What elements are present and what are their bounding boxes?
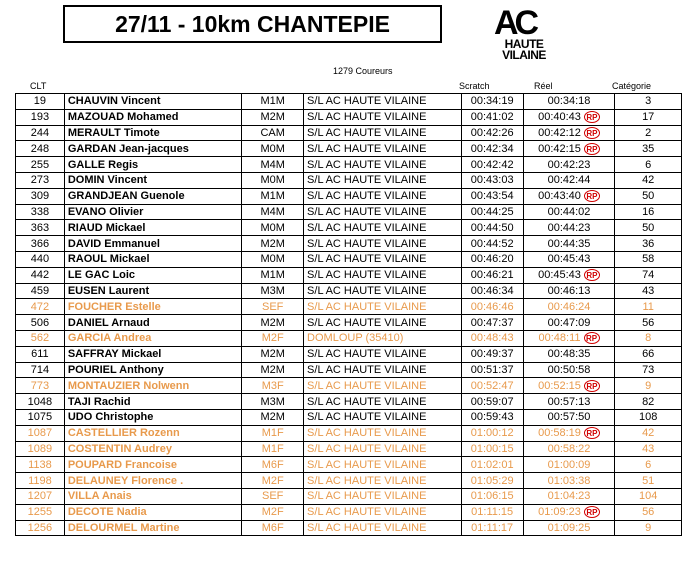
cell-scratch: 00:44:52 (461, 236, 523, 252)
cell-rank: 42 (615, 172, 682, 188)
cell-scratch: 01:11:17 (461, 520, 523, 536)
cell-club: S/L AC HAUTE VILAINE (304, 172, 462, 188)
cell-name: EVANO Olivier (64, 204, 242, 220)
club-logo (490, 6, 560, 62)
cell-reel: 00:44:35 (523, 236, 615, 252)
cell-clt: 244 (16, 125, 65, 141)
cell-reel: 00:43:40 RP (523, 188, 615, 204)
cell-reel: 01:09:25 (523, 520, 615, 536)
cell-reel: 00:50:58 (523, 362, 615, 378)
cell-name: GRANDJEAN Guenole (64, 188, 242, 204)
table-row (16, 425, 682, 441)
cell-reel: 00:46:13 (523, 283, 615, 299)
table-row (16, 188, 682, 204)
cell-name: TAJI Rachid (64, 394, 242, 410)
cell-scratch: 00:34:19 (461, 94, 523, 110)
cell-cat: M2M (242, 109, 304, 125)
rp-badge-icon: RP (584, 190, 600, 202)
cell-scratch: 01:00:12 (461, 425, 523, 441)
cell-clt: 19 (16, 94, 65, 110)
cell-name: DELAUNEY Florence . (64, 473, 242, 489)
cell-cat: M6F (242, 457, 304, 473)
cell-rank: 56 (615, 504, 682, 520)
cell-cat: M1M (242, 188, 304, 204)
cell-clt: 1256 (16, 520, 65, 536)
cell-cat: M2F (242, 330, 304, 346)
cell-reel: 00:44:23 (523, 220, 615, 236)
table-row (16, 362, 682, 378)
cell-cat: M1F (242, 441, 304, 457)
cell-cat: M0M (242, 172, 304, 188)
cell-club: S/L AC HAUTE VILAINE (304, 236, 462, 252)
cell-name: POUPARD Francoise (64, 457, 242, 473)
cell-cat: M2M (242, 362, 304, 378)
runner-count: 1279 Coureurs (333, 66, 393, 76)
cell-clt: 611 (16, 346, 65, 362)
cell-club: S/L AC HAUTE VILAINE (304, 220, 462, 236)
cell-clt: 248 (16, 141, 65, 157)
cell-cat: CAM (242, 125, 304, 141)
cell-name: MERAULT Timote (64, 125, 242, 141)
cell-scratch: 00:46:34 (461, 283, 523, 299)
cell-rank: 108 (615, 409, 682, 425)
header-reel: Réel (534, 81, 553, 91)
table-row (16, 283, 682, 299)
cell-club: S/L AC HAUTE VILAINE (304, 251, 462, 267)
table-row (16, 157, 682, 173)
rp-badge-icon: RP (584, 143, 600, 155)
cell-rank: 6 (615, 157, 682, 173)
cell-rank: 104 (615, 488, 682, 504)
cell-reel: 00:42:23 (523, 157, 615, 173)
cell-scratch: 01:06:15 (461, 488, 523, 504)
cell-cat: M0M (242, 220, 304, 236)
table-row (16, 504, 682, 520)
cell-clt: 1198 (16, 473, 65, 489)
cell-clt: 442 (16, 267, 65, 283)
cell-clt: 366 (16, 236, 65, 252)
rp-badge-icon: RP (584, 427, 600, 439)
header-categorie: Catégorie (612, 81, 652, 91)
cell-clt: 472 (16, 299, 65, 315)
cell-club: S/L AC HAUTE VILAINE (304, 346, 462, 362)
cell-reel: 00:52:15 RP (523, 378, 615, 394)
rp-badge-icon: RP (584, 506, 600, 518)
cell-cat: M6F (242, 520, 304, 536)
cell-rank: 50 (615, 220, 682, 236)
table-row (16, 109, 682, 125)
cell-reel: 00:48:35 (523, 346, 615, 362)
cell-name: EUSEN Laurent (64, 283, 242, 299)
cell-scratch: 01:00:15 (461, 441, 523, 457)
table-row (16, 236, 682, 252)
rp-badge-icon: RP (584, 380, 600, 392)
table-row (16, 378, 682, 394)
cell-reel: 01:03:38 (523, 473, 615, 489)
cell-clt: 363 (16, 220, 65, 236)
cell-club: S/L AC HAUTE VILAINE (304, 157, 462, 173)
cell-reel: 00:57:50 (523, 409, 615, 425)
cell-scratch: 00:48:43 (461, 330, 523, 346)
cell-rank: 17 (615, 109, 682, 125)
cell-reel: 00:46:24 (523, 299, 615, 315)
cell-name: DOMIN Vincent (64, 172, 242, 188)
cell-club: S/L AC HAUTE VILAINE (304, 204, 462, 220)
cell-cat: M1M (242, 94, 304, 110)
cell-rank: 42 (615, 425, 682, 441)
cell-club: S/L AC HAUTE VILAINE (304, 109, 462, 125)
cell-clt: 562 (16, 330, 65, 346)
cell-name: FOUCHER Estelle (64, 299, 242, 315)
cell-club: S/L AC HAUTE VILAINE (304, 125, 462, 141)
cell-rank: 16 (615, 204, 682, 220)
cell-rank: 11 (615, 299, 682, 315)
cell-rank: 2 (615, 125, 682, 141)
cell-cat: M0M (242, 251, 304, 267)
table-row (16, 330, 682, 346)
cell-rank: 51 (615, 473, 682, 489)
cell-clt: 440 (16, 251, 65, 267)
cell-clt: 338 (16, 204, 65, 220)
cell-club: S/L AC HAUTE VILAINE (304, 188, 462, 204)
cell-cat: M2F (242, 473, 304, 489)
cell-rank: 50 (615, 188, 682, 204)
cell-club: S/L AC HAUTE VILAINE (304, 504, 462, 520)
cell-cat: M4M (242, 157, 304, 173)
rp-badge-icon: RP (584, 269, 600, 281)
cell-club: S/L AC HAUTE VILAINE (304, 473, 462, 489)
cell-club: S/L AC HAUTE VILAINE (304, 267, 462, 283)
cell-scratch: 00:47:37 (461, 315, 523, 331)
cell-scratch: 00:43:54 (461, 188, 523, 204)
cell-scratch: 00:42:26 (461, 125, 523, 141)
cell-club: DOMLOUP (35410) (304, 330, 462, 346)
cell-cat: M1M (242, 267, 304, 283)
cell-scratch: 00:43:03 (461, 172, 523, 188)
cell-rank: 66 (615, 346, 682, 362)
table-row (16, 94, 682, 110)
cell-rank: 9 (615, 378, 682, 394)
page-title: 27/11 - 10km CHANTEPIE (63, 5, 442, 43)
cell-name: COSTENTIN Audrey (64, 441, 242, 457)
cell-clt: 1207 (16, 488, 65, 504)
cell-scratch: 00:46:46 (461, 299, 523, 315)
cell-reel: 00:48:11 RP (523, 330, 615, 346)
cell-name: DECOTE Nadia (64, 504, 242, 520)
table-row (16, 394, 682, 410)
cell-rank: 3 (615, 94, 682, 110)
cell-rank: 8 (615, 330, 682, 346)
cell-club: S/L AC HAUTE VILAINE (304, 488, 462, 504)
cell-clt: 1138 (16, 457, 65, 473)
cell-reel: 00:40:43 RP (523, 109, 615, 125)
cell-reel: 01:09:23 RP (523, 504, 615, 520)
cell-name: DELOURMEL Martine (64, 520, 242, 536)
cell-rank: 35 (615, 141, 682, 157)
cell-cat: M4M (242, 204, 304, 220)
cell-clt: 309 (16, 188, 65, 204)
cell-name: MAZOUAD Mohamed (64, 109, 242, 125)
cell-name: SAFFRAY Mickael (64, 346, 242, 362)
cell-clt: 255 (16, 157, 65, 173)
cell-club: S/L AC HAUTE VILAINE (304, 441, 462, 457)
cell-club: S/L AC HAUTE VILAINE (304, 362, 462, 378)
cell-club: S/L AC HAUTE VILAINE (304, 299, 462, 315)
cell-cat: M2M (242, 315, 304, 331)
logo-line-2: VILAINE (502, 48, 546, 62)
cell-club: S/L AC HAUTE VILAINE (304, 425, 462, 441)
cell-rank: 9 (615, 520, 682, 536)
cell-name: DAVID Emmanuel (64, 236, 242, 252)
cell-scratch: 00:59:43 (461, 409, 523, 425)
rp-badge-icon: RP (584, 127, 600, 139)
results-table (15, 93, 682, 536)
cell-reel: 01:00:09 (523, 457, 615, 473)
header-scratch: Scratch (459, 81, 490, 91)
cell-scratch: 01:11:15 (461, 504, 523, 520)
cell-scratch: 00:46:21 (461, 267, 523, 283)
cell-cat: M3M (242, 283, 304, 299)
cell-name: GARDAN Jean-jacques (64, 141, 242, 157)
cell-cat: SEF (242, 488, 304, 504)
cell-name: GARCIA Andrea (64, 330, 242, 346)
cell-club: S/L AC HAUTE VILAINE (304, 457, 462, 473)
cell-reel: 00:42:15 RP (523, 141, 615, 157)
cell-rank: 43 (615, 441, 682, 457)
cell-name: LE GAC Loic (64, 267, 242, 283)
cell-clt: 273 (16, 172, 65, 188)
table-row (16, 315, 682, 331)
cell-club: S/L AC HAUTE VILAINE (304, 283, 462, 299)
cell-name: POURIEL Anthony (64, 362, 242, 378)
cell-reel: 00:42:12 RP (523, 125, 615, 141)
table-row (16, 457, 682, 473)
cell-clt: 714 (16, 362, 65, 378)
cell-reel: 00:44:02 (523, 204, 615, 220)
cell-clt: 773 (16, 378, 65, 394)
cell-club: S/L AC HAUTE VILAINE (304, 520, 462, 536)
cell-club: S/L AC HAUTE VILAINE (304, 378, 462, 394)
logo-line-1: HAUTE (504, 37, 544, 51)
table-row (16, 473, 682, 489)
table-row (16, 409, 682, 425)
cell-scratch: 00:49:37 (461, 346, 523, 362)
cell-clt: 506 (16, 315, 65, 331)
cell-cat: M2M (242, 236, 304, 252)
table-row (16, 125, 682, 141)
cell-reel: 00:42:44 (523, 172, 615, 188)
cell-name: RIAUD Mickael (64, 220, 242, 236)
cell-clt: 1255 (16, 504, 65, 520)
cell-club: S/L AC HAUTE VILAINE (304, 315, 462, 331)
cell-name: GALLE Regis (64, 157, 242, 173)
table-row (16, 141, 682, 157)
rp-badge-icon: RP (584, 332, 600, 344)
cell-cat: SEF (242, 299, 304, 315)
cell-name: UDO Christophe (64, 409, 242, 425)
cell-cat: M2M (242, 409, 304, 425)
header-clt: CLT (30, 81, 47, 91)
cell-rank: 74 (615, 267, 682, 283)
cell-reel: 01:04:23 (523, 488, 615, 504)
cell-clt: 193 (16, 109, 65, 125)
cell-rank: 56 (615, 315, 682, 331)
cell-reel: 00:45:43 RP (523, 267, 615, 283)
table-row (16, 267, 682, 283)
cell-name: MONTAUZIER Nolwenn (64, 378, 242, 394)
cell-rank: 82 (615, 394, 682, 410)
cell-club: S/L AC HAUTE VILAINE (304, 94, 462, 110)
table-row (16, 488, 682, 504)
cell-scratch: 00:42:34 (461, 141, 523, 157)
cell-scratch: 00:59:07 (461, 394, 523, 410)
cell-name: CASTELLIER Rozenn (64, 425, 242, 441)
cell-scratch: 00:41:02 (461, 109, 523, 125)
cell-rank: 73 (615, 362, 682, 378)
logo-letters: AC (494, 4, 536, 42)
cell-cat: M2F (242, 504, 304, 520)
cell-club: S/L AC HAUTE VILAINE (304, 409, 462, 425)
cell-clt: 1089 (16, 441, 65, 457)
cell-reel: 00:47:09 (523, 315, 615, 331)
table-row (16, 520, 682, 536)
cell-scratch: 01:02:01 (461, 457, 523, 473)
cell-cat: M3F (242, 378, 304, 394)
cell-scratch: 00:52:47 (461, 378, 523, 394)
cell-scratch: 01:05:29 (461, 473, 523, 489)
cell-scratch: 00:44:25 (461, 204, 523, 220)
cell-club: S/L AC HAUTE VILAINE (304, 141, 462, 157)
cell-name: VILLA Anais (64, 488, 242, 504)
cell-reel: 00:34:18 (523, 94, 615, 110)
cell-name: DANIEL Arnaud (64, 315, 242, 331)
cell-clt: 1048 (16, 394, 65, 410)
cell-scratch: 00:44:50 (461, 220, 523, 236)
table-row (16, 346, 682, 362)
cell-reel: 00:57:13 (523, 394, 615, 410)
cell-clt: 459 (16, 283, 65, 299)
cell-cat: M3M (242, 394, 304, 410)
table-row (16, 251, 682, 267)
cell-clt: 1075 (16, 409, 65, 425)
table-row (16, 204, 682, 220)
cell-rank: 36 (615, 236, 682, 252)
cell-name: CHAUVIN Vincent (64, 94, 242, 110)
cell-cat: M0M (242, 141, 304, 157)
cell-club: S/L AC HAUTE VILAINE (304, 394, 462, 410)
cell-scratch: 00:51:37 (461, 362, 523, 378)
rp-badge-icon: RP (584, 111, 600, 123)
cell-reel: 00:58:22 (523, 441, 615, 457)
cell-clt: 1087 (16, 425, 65, 441)
cell-reel: 00:45:43 (523, 251, 615, 267)
cell-scratch: 00:46:20 (461, 251, 523, 267)
cell-rank: 43 (615, 283, 682, 299)
cell-cat: M1F (242, 425, 304, 441)
cell-name: RAOUL Mickael (64, 251, 242, 267)
cell-reel: 00:58:19 RP (523, 425, 615, 441)
table-row (16, 299, 682, 315)
cell-cat: M2M (242, 346, 304, 362)
table-row (16, 220, 682, 236)
cell-rank: 58 (615, 251, 682, 267)
cell-rank: 6 (615, 457, 682, 473)
table-row (16, 441, 682, 457)
table-row (16, 172, 682, 188)
cell-scratch: 00:42:42 (461, 157, 523, 173)
